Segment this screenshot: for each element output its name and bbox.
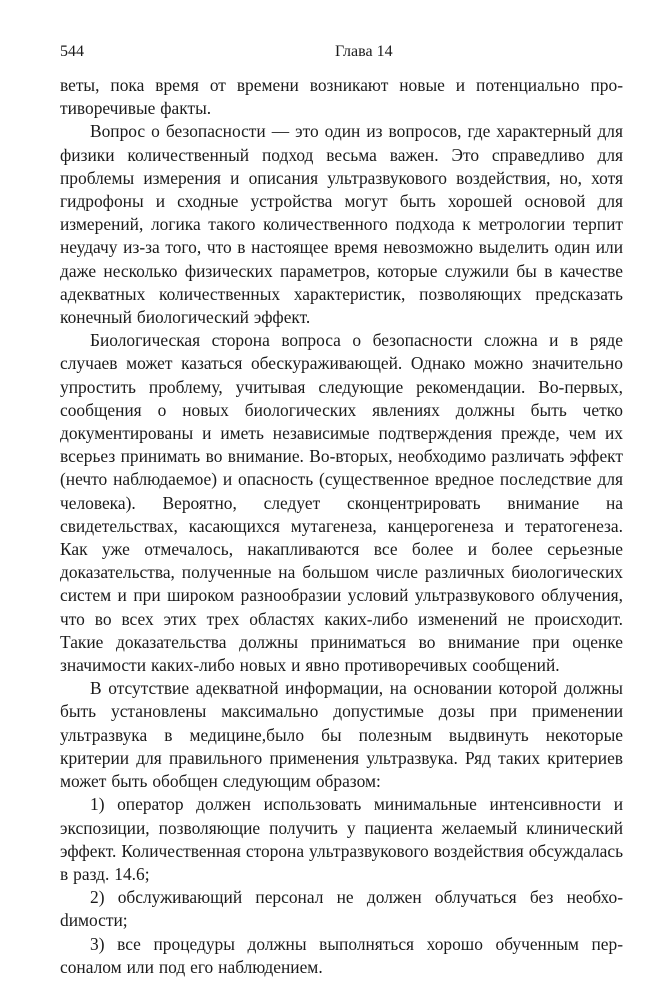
paragraph-continuation: веты, пока время от времени возникают новые и потенциально противоречивые факты.	[60, 75, 623, 119]
page-number: 544	[60, 43, 84, 60]
paragraph-biological-aspect: Биологическая сторона вопроса о безопасности сложна и в ряде случаев может казаться обескураживающей. Однако можно значительно упростить проблему, учитывая следующие рекомендации. Во-первых, сообщения о новых биологических явлениях должны быть четко документированы и иметь независимые подтверждения прежде, чем их всерьез принимать во внимание. Во-вторых, необходимо различать эффект (нечто наблюдаемое) и опасность (существенное вредное последствие для человека). Вероятно, следует сконцентрировать внимание на свидетельствах, касающихся мутагенеза, канцерогенеза и тератогенеза. Как уже отмечалось, накапливаются все более и более серьезные доказательства, полученные на большом числе различных биологических систем и при широком разнообразии условий ультразвукового облучения, что во всех этих трех областях каких-либо изменений не происходит. Такие доказательства должны приниматься во внимание при оценке значимости каких-либо новых и явно противоречивых сообщений.	[60, 330, 623, 676]
list-item-3: 3) все процедуры должны выполняться хорошо обученным персоналом или под его наблюдением.	[60, 933, 623, 977]
list-item-1: 1) оператор должен использовать минимальные интенсивности и экспозиции, позволяющие получить у пациента желаемый клинический эффект. Количественная сторона ультразвукового воздействия обсуждалась в разд. 14.6;	[60, 794, 623, 884]
list-item-2: 2) обслуживающий персонал не должен облучаться без необхоdимости;	[60, 887, 623, 931]
running-head	[60, 40, 623, 64]
chapter-title: Глава 14	[335, 43, 393, 60]
body-text	[60, 74, 623, 979]
paragraph-criteria-intro: В отсутствие адекватной информации, на основании которой должны быть установлены максимально допустимые дозы при применении ультразвука в медицине,было бы полезным выдвинуть некоторые критерии для правильного применения ультразвука. Ряд таких критериев может быть обобщен следующим образом:	[60, 678, 623, 792]
paragraph-safety-quantitative: Вопрос о безопасности — это один из вопросов, где характерный для физики количественный подход весьма важен. Это справедливо для проблемы измерения и описания ультразвукового воздействия, но, хотя гидрофоны и сходные устройства могут быть хорошей основой для измерений, логика такого количественного подхода к метрологии терпит неудачу из-за того, что в настоящее время невозможно выделить один или даже несколько физических параметров, которые служили бы в качестве адекватных количественных характеристик, позволяющих предсказать конечный биологический эффект.	[60, 121, 623, 328]
